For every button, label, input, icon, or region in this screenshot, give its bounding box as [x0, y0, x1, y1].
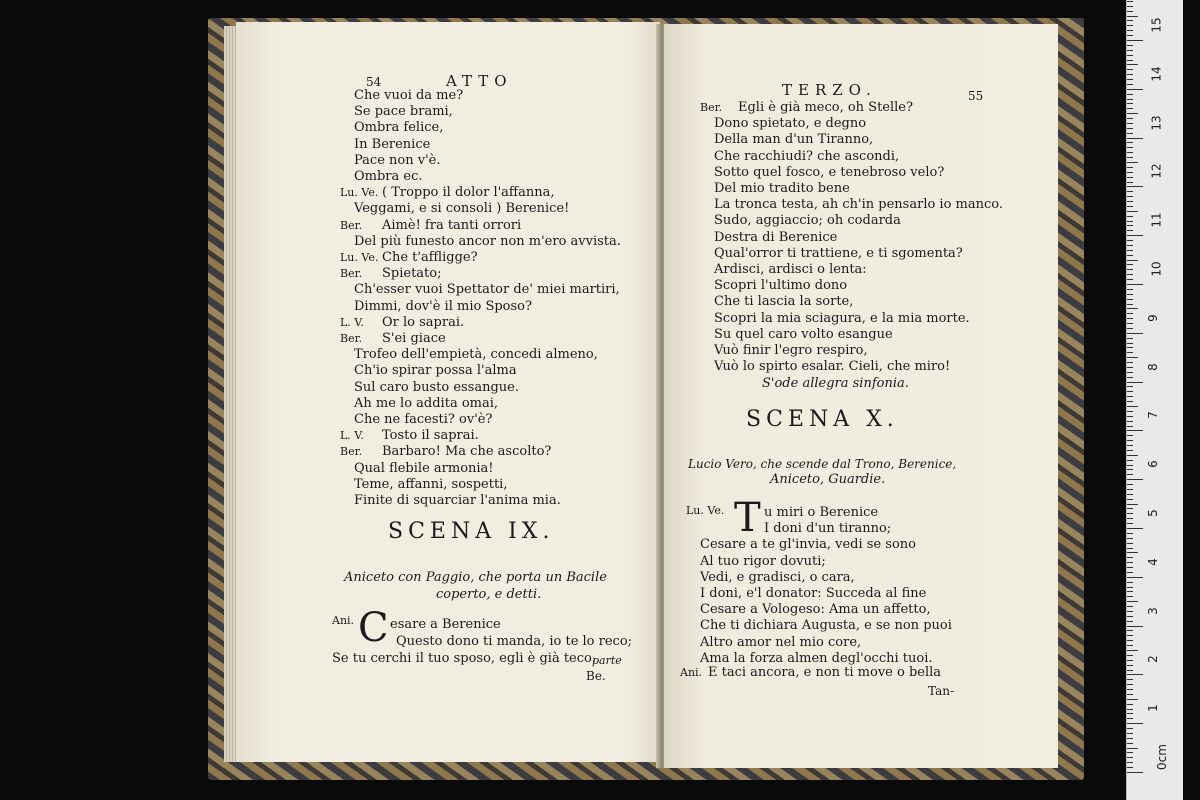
speech-line: Se tu cerchi il tuo sposo, egli è già teco. [332, 651, 596, 666]
speaker-label: Ber. [340, 445, 363, 459]
ruler-minor-tick [1127, 304, 1133, 305]
ruler-minor-tick [1127, 11, 1133, 12]
ruler-minor-tick [1127, 338, 1133, 339]
ruler-minor-tick [1127, 240, 1133, 241]
ruler-minor-tick [1127, 601, 1138, 602]
ruler-label: 2 [1145, 655, 1160, 664]
speaker-label: Ber. [700, 101, 723, 114]
ruler-minor-tick [1127, 728, 1133, 729]
exit-direction: parte [592, 654, 622, 667]
catchword: Tan- [928, 684, 955, 698]
ruler-minor-tick [1127, 377, 1133, 378]
ruler-minor-tick [1127, 211, 1138, 212]
speaker-label: Ber. [340, 332, 363, 345]
ruler-minor-tick [1127, 225, 1133, 226]
ruler-minor-tick [1127, 133, 1133, 134]
verse-line: Del mio tradito bene [714, 181, 850, 196]
ruler-minor-tick [1127, 162, 1138, 163]
ruler-minor-tick [1127, 508, 1133, 509]
right-stage-direction-1: Lucio Vero, che scende dal Trono, Berenice, [688, 457, 957, 471]
verse-line: Ombra ec. [354, 169, 423, 184]
ruler-minor-tick [1127, 323, 1133, 324]
verse-line: Barbaro! Ma che ascolto? [382, 444, 552, 460]
ruler-minor-tick [1127, 435, 1133, 436]
verse-line: Dono spietato, e degno [714, 116, 867, 132]
ruler-tick [1127, 626, 1143, 627]
speech-line: Ama la forza almen degl'occhi tuoi. [700, 650, 933, 666]
verse-line: Sotto quel fosco, e tenebroso velo? [714, 164, 945, 180]
ruler-minor-tick [1127, 489, 1133, 490]
ruler-minor-tick [1127, 689, 1133, 690]
ruler-minor-tick [1127, 16, 1138, 17]
ruler-minor-tick [1127, 279, 1133, 280]
ruler-minor-tick [1127, 69, 1133, 70]
ruler-minor-tick [1127, 450, 1133, 451]
speech-line: I doni, e'l donator: Succeda al fine [700, 586, 927, 601]
ruler-minor-tick [1127, 191, 1133, 192]
ruler-minor-tick [1127, 733, 1133, 734]
left-stage-direction-2: coperto, e detti. [436, 587, 542, 602]
right-scena-title: SCENA X. [746, 407, 899, 432]
ruler-minor-tick [1127, 616, 1133, 617]
ruler-minor-tick [1127, 499, 1133, 500]
ruler-minor-tick [1127, 313, 1133, 314]
ruler-minor-tick [1127, 650, 1138, 651]
speech-line: Cesare a te gl'invia, vedi se sono [700, 537, 916, 553]
ruler-minor-tick [1127, 455, 1138, 456]
verse-line: Teme, affanni, sospetti, [354, 476, 508, 492]
speaker-label: L. V. [340, 315, 364, 329]
ruler-minor-tick [1127, 738, 1133, 739]
verse-line: Vuò finir l'egro respiro, [714, 343, 868, 358]
ruler-minor-tick [1127, 426, 1133, 427]
verse-line: Trofeo dell'empietà, concedi almeno, [354, 347, 598, 363]
ruler-tick [1127, 89, 1143, 90]
ruler-minor-tick [1127, 172, 1133, 173]
verse-line: Aimè! fra tanti orrori [382, 217, 522, 233]
ruler-minor-tick [1127, 308, 1138, 309]
ruler-minor-tick [1127, 352, 1133, 353]
speech-line: Altro amor nel mio core, [700, 634, 862, 650]
ruler-minor-tick [1127, 123, 1133, 124]
ruler-minor-tick [1127, 362, 1133, 363]
ruler-minor-tick [1127, 743, 1133, 744]
ruler-minor-tick [1127, 572, 1133, 573]
ruler-minor-tick [1127, 582, 1133, 583]
ruler-minor-tick [1127, 20, 1133, 21]
ruler-tick [1127, 333, 1143, 334]
speech-line: I doni d'un tiranno; [764, 521, 892, 537]
verse-line: Che vuoi da me? [354, 88, 464, 103]
verse-line: Destra di Berenice [714, 229, 838, 245]
ruler-tick [1127, 723, 1143, 724]
verse-line: Finite di squarciar l'anima mia. [354, 493, 561, 508]
left-running-header: ATTO [446, 72, 513, 90]
ruler-minor-tick [1127, 318, 1133, 319]
ruler-minor-tick [1127, 357, 1138, 358]
ruler-minor-tick [1127, 469, 1133, 470]
ruler-minor-tick [1127, 587, 1133, 588]
speech-line: Che ti dichiara Augusta, e se non puoi [700, 618, 952, 634]
ruler-minor-tick [1127, 343, 1133, 344]
ruler-minor-tick [1127, 694, 1133, 695]
verse-line: Spietato; [382, 266, 442, 282]
ruler-minor-tick [1127, 196, 1133, 197]
speaker-label: L. V. [340, 429, 364, 443]
ruler-tick [1127, 430, 1143, 431]
verse-line: Che ne facesti? ov'è? [354, 412, 493, 427]
ruler-tick [1127, 772, 1143, 773]
ruler-minor-tick [1127, 142, 1133, 143]
ruler-minor-tick [1127, 182, 1133, 183]
ruler-minor-tick [1127, 367, 1133, 368]
measuring-ruler [1126, 0, 1183, 800]
ruler-minor-tick [1127, 533, 1133, 534]
right-stage-direction: S'ode allegra sinfonia. [762, 376, 909, 391]
ruler-minor-tick [1127, 484, 1133, 485]
verse-line: Della man d'un Tiranno, [714, 132, 874, 148]
ruler-label: 6 [1145, 460, 1160, 469]
ruler-label: 8 [1145, 362, 1160, 371]
ruler-minor-tick [1127, 513, 1133, 514]
ruler-label: 12 [1149, 163, 1164, 180]
verse-line: Su quel caro volto esangue [714, 326, 893, 342]
ruler-minor-tick [1127, 216, 1133, 217]
verse-line: Ardisci, ardisci o lenta: [714, 262, 867, 277]
verse-line: Scopri la mia sciagura, e la mia morte. [714, 310, 970, 326]
ruler-minor-tick [1127, 274, 1133, 275]
speech-line: Vedi, e gradisci, o cara, [700, 569, 855, 585]
ruler-minor-tick [1127, 157, 1133, 158]
ruler-label: 3 [1145, 606, 1160, 615]
ruler-minor-tick [1127, 406, 1138, 407]
ruler-minor-tick [1127, 99, 1133, 100]
ruler-minor-tick [1127, 630, 1133, 631]
verse-line: Veggami, e si consoli ) Berenice! [354, 201, 570, 217]
ruler-minor-tick [1127, 386, 1133, 387]
right-running-header: TERZO. [782, 81, 877, 99]
ruler-minor-tick [1127, 699, 1138, 700]
ruler-minor-tick [1127, 250, 1133, 251]
ruler-minor-tick [1127, 128, 1133, 129]
ruler-label: 4 [1145, 557, 1160, 566]
verse-line: Sul caro busto essangue. [354, 379, 520, 395]
ruler-minor-tick [1127, 289, 1133, 290]
verse-line: Egli è già meco, oh Stelle? [738, 100, 913, 115]
speaker-label: Lu. Ve. [340, 251, 379, 264]
right-page [664, 24, 1058, 768]
verse-line: Che t'affligge? [382, 250, 478, 265]
ruler-minor-tick [1127, 635, 1133, 636]
left-scena-title: SCENA IX. [388, 519, 555, 544]
ruler-minor-tick [1127, 591, 1133, 592]
ruler-minor-tick [1127, 411, 1133, 412]
ruler-minor-tick [1127, 230, 1133, 231]
ruler-minor-tick [1127, 74, 1133, 75]
ruler-tick [1127, 138, 1143, 139]
ruler-tick [1127, 674, 1143, 675]
ruler-minor-tick [1127, 103, 1133, 104]
ruler-minor-tick [1127, 567, 1133, 568]
ruler-minor-tick [1127, 1, 1133, 2]
ruler-label: 9 [1145, 313, 1160, 322]
ruler-minor-tick [1127, 474, 1133, 475]
speaker-label: Ani. [332, 614, 355, 627]
left-stage-direction: Aniceto con Paggio, che porta un Bacile [344, 570, 607, 585]
ruler-minor-tick [1127, 84, 1133, 85]
ruler-label: 1 [1145, 704, 1160, 713]
ruler-minor-tick [1127, 645, 1133, 646]
verse-line: Del più funesto ancor non m'ero avvista. [354, 233, 621, 249]
ruler-minor-tick [1127, 25, 1133, 26]
ruler-minor-tick [1127, 655, 1133, 656]
ruler-minor-tick [1127, 94, 1133, 95]
ruler-minor-tick [1127, 113, 1138, 114]
ruler-minor-tick [1127, 713, 1133, 714]
ruler-label: 11 [1149, 212, 1164, 228]
ruler-minor-tick [1127, 50, 1133, 51]
ruler-minor-tick [1127, 718, 1133, 719]
ruler-minor-tick [1127, 206, 1133, 207]
verse-line: Se pace brami, [354, 104, 453, 120]
ruler-minor-tick [1127, 611, 1133, 612]
speaker-label: Ber. [340, 267, 363, 281]
ruler-minor-tick [1127, 35, 1133, 36]
verse-line: Ch'io spirar possa l'alma [354, 363, 517, 379]
ruler-minor-tick [1127, 460, 1133, 461]
drop-cap: C [358, 605, 389, 651]
ruler-label: 14 [1149, 66, 1164, 82]
verse-line: Ch'esser vuoi Spettator de' miei martiri, [354, 282, 620, 298]
ruler-minor-tick [1127, 543, 1133, 544]
ruler-minor-tick [1127, 396, 1133, 397]
ruler-minor-tick [1127, 670, 1133, 671]
verse-line: Ah me lo addita omai, [354, 395, 499, 411]
ruler-tick [1127, 186, 1143, 187]
verse-line: Qual'orror ti trattiene, e ti sgomenta? [714, 245, 963, 261]
ruler-minor-tick [1127, 60, 1133, 61]
speaker-label: Ani. [680, 666, 703, 679]
ruler-minor-tick [1127, 748, 1138, 749]
verse-line: Che racchiudi? che ascondi, [714, 148, 900, 164]
ruler-minor-tick [1127, 757, 1133, 758]
ruler-minor-tick [1127, 606, 1133, 607]
ruler-minor-tick [1127, 328, 1133, 329]
ruler-minor-tick [1127, 118, 1133, 119]
ruler-minor-tick [1127, 552, 1138, 553]
ruler-minor-tick [1127, 64, 1138, 65]
ruler-minor-tick [1127, 201, 1133, 202]
verse-line: Qual flebile armonia! [354, 460, 494, 476]
ruler-minor-tick [1127, 79, 1133, 80]
verse-line: S'ei giace [382, 331, 446, 346]
ruler-label: 0cm [1154, 744, 1169, 770]
ruler-minor-tick [1127, 294, 1133, 295]
ruler-minor-tick [1127, 55, 1133, 56]
ruler-minor-tick [1127, 767, 1133, 768]
verse-line: Vuò lo spirto esalar. Cieli, che miro! [714, 359, 951, 375]
ruler-minor-tick [1127, 465, 1133, 466]
speaker-label: Ber. [340, 218, 363, 232]
verse-line: La tronca testa, ah ch'in pensarlo io manco. [714, 197, 1004, 213]
ruler-label: 13 [1149, 114, 1164, 131]
verse-line: In Berenice [354, 136, 431, 152]
ruler-minor-tick [1127, 299, 1133, 300]
ruler-minor-tick [1127, 504, 1138, 505]
ruler-minor-tick [1127, 221, 1133, 222]
verse-line: Or lo saprai. [382, 314, 465, 330]
ruler-minor-tick [1127, 518, 1133, 519]
ruler-minor-tick [1127, 548, 1133, 549]
speech-line: E taci ancora, e non ti move o bella [708, 665, 942, 680]
speech-line: Questo dono ti manda, io te lo reco; [396, 634, 633, 649]
ruler-minor-tick [1127, 269, 1133, 270]
speech-line: Cesare a Vologeso: Ama un affetto, [700, 602, 931, 618]
ruler-tick [1127, 382, 1143, 383]
verse-line: Dimmi, dov'è il mio Sposo? [354, 298, 532, 314]
ruler-tick [1127, 479, 1143, 480]
ruler-minor-tick [1127, 391, 1133, 392]
ruler-minor-tick [1127, 660, 1133, 661]
ruler-minor-tick [1127, 562, 1133, 563]
ruler-tick [1127, 284, 1143, 285]
ruler-minor-tick [1127, 30, 1133, 31]
ruler-minor-tick [1127, 255, 1133, 256]
ruler-tick [1127, 577, 1143, 578]
ruler-minor-tick [1127, 260, 1138, 261]
verse-line: Sudo, aggiaccio; oh codarda [714, 213, 901, 229]
ruler-tick [1127, 528, 1143, 529]
right-page-number: 55 [968, 89, 984, 103]
ruler-minor-tick [1127, 421, 1133, 422]
ruler-minor-tick [1127, 752, 1133, 753]
ruler-minor-tick [1127, 523, 1133, 524]
drop-cap: T [734, 495, 761, 541]
ruler-minor-tick [1127, 762, 1133, 763]
left-page [236, 22, 660, 762]
speech-line: esare a Berenice [390, 617, 501, 632]
ruler-label: 15 [1149, 17, 1164, 33]
speech-line: u miri o Berenice [764, 505, 879, 520]
ruler-minor-tick [1127, 372, 1133, 373]
ruler-minor-tick [1127, 445, 1133, 446]
ruler-minor-tick [1127, 640, 1133, 641]
ruler-tick [1127, 235, 1143, 236]
ruler-tick [1127, 40, 1143, 41]
ruler-minor-tick [1127, 347, 1133, 348]
verse-line: ( Troppo il dolor l'affanna, [382, 185, 555, 201]
ruler-minor-tick [1127, 709, 1133, 710]
ruler-minor-tick [1127, 596, 1133, 597]
ruler-minor-tick [1127, 245, 1133, 246]
speaker-label: Lu. Ve. [340, 186, 379, 200]
ruler-minor-tick [1127, 557, 1133, 558]
speaker-label: Lu. Ve. [686, 504, 725, 517]
verse-line: Che ti lascia la sorte, [714, 294, 854, 310]
ruler-minor-tick [1127, 621, 1133, 622]
ruler-label: 5 [1145, 509, 1160, 517]
ruler-minor-tick [1127, 167, 1133, 168]
ruler-minor-tick [1127, 704, 1133, 705]
ruler-label: 10 [1149, 261, 1164, 277]
verse-line: Ombra felice, [354, 120, 444, 136]
left-page-number: 54 [366, 75, 382, 89]
verse-line: Tosto il saprai. [382, 428, 479, 444]
ruler-minor-tick [1127, 684, 1133, 685]
ruler-minor-tick [1127, 45, 1133, 46]
ruler-minor-tick [1127, 147, 1133, 148]
verse-line: Pace non v'è. [354, 152, 441, 168]
ruler-minor-tick [1127, 494, 1133, 495]
ruler-minor-tick [1127, 679, 1133, 680]
ruler-minor-tick [1127, 538, 1133, 539]
speech-line: Al tuo rigor dovuti; [700, 553, 826, 569]
ruler-minor-tick [1127, 264, 1133, 265]
ruler-minor-tick [1127, 416, 1133, 417]
ruler-minor-tick [1127, 177, 1133, 178]
ruler-minor-tick [1127, 108, 1133, 109]
catchword: Be. [586, 669, 606, 683]
ruler-minor-tick [1127, 665, 1133, 666]
ruler-minor-tick [1127, 6, 1133, 7]
ruler-minor-tick [1127, 401, 1133, 402]
ruler-minor-tick [1127, 152, 1133, 153]
right-stage-direction-2: Aniceto, Guardie. [770, 472, 886, 487]
ruler-minor-tick [1127, 440, 1133, 441]
ruler-label: 7 [1145, 411, 1160, 420]
verse-line: Scopri l'ultimo dono [714, 278, 848, 294]
